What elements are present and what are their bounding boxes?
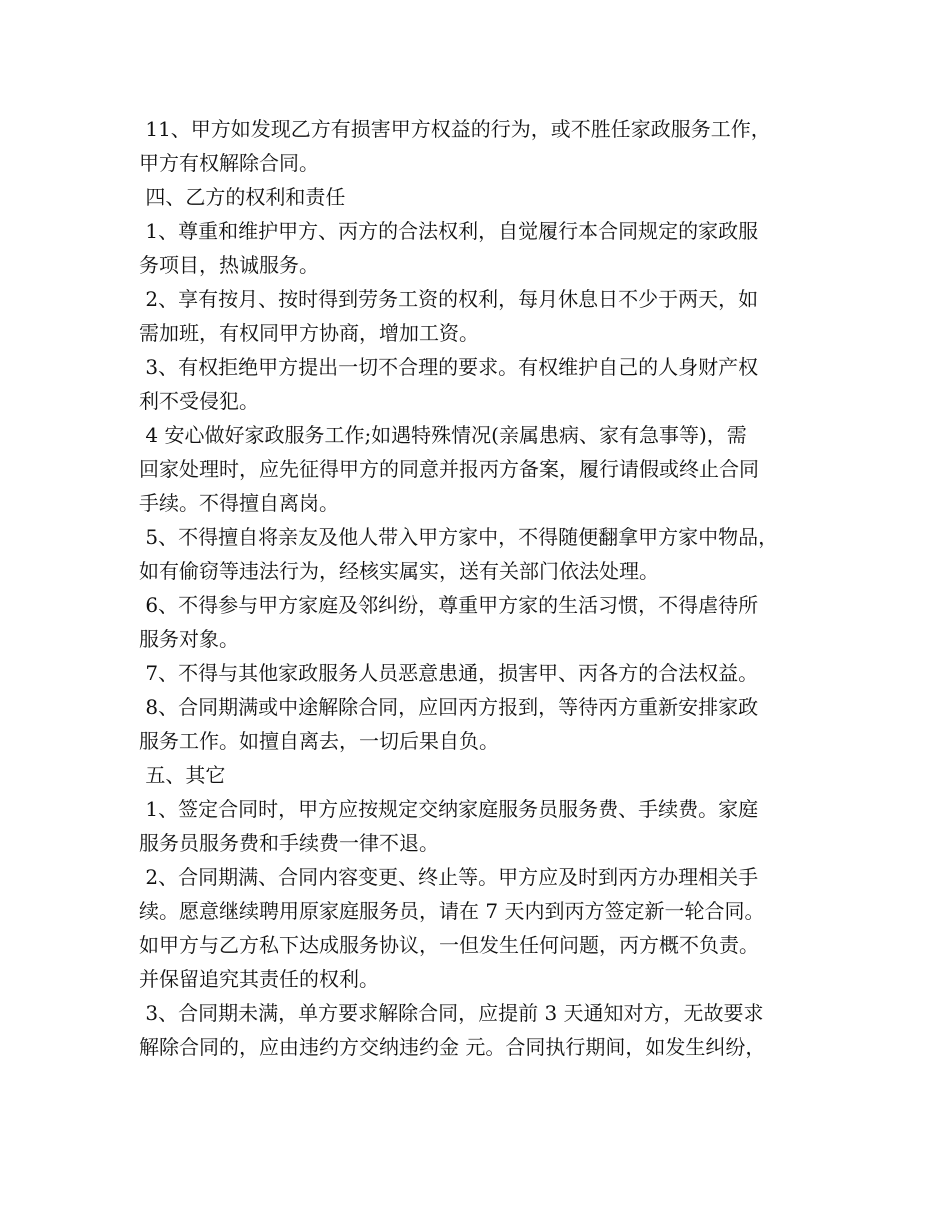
paragraph [139,588,829,656]
paragraph [139,214,829,282]
text-line: 7、不得与其他家政服务人员恶意患通，损害甲、丙各方的合法权益。 [139,661,759,685]
paragraph [139,520,829,588]
text-line: 手续。不得擅自离岗。 [139,491,339,515]
text-line: 服务对象。 [139,627,239,651]
text-line: 11、甲方如发现乙方有损害甲方权益的行为，或不胜任家政服务工作， [139,117,771,141]
paragraph [139,860,829,996]
text-line: 回家处理时，应先征得甲方的同意并报丙方备案，履行请假或终止合同 [139,457,759,481]
text-line: 2、享有按月、按时得到劳务工资的权利，每月休息日不少于两天，如 [139,287,759,311]
paragraph [139,282,829,350]
text-line: 四、乙方的权利和责任 [139,185,346,209]
text-line: 服务工作。如擅自离去，一切后果自负。 [139,729,499,753]
document-body [139,112,829,1064]
paragraph [139,656,829,690]
text-line: 解除合同的，应由违约方交纳违约金 元。合同执行期间，如发生纠纷， [139,1035,766,1059]
text-line: 1、签定合同时，甲方应按规定交纳家庭服务员服务费、手续费。家庭 [139,797,759,821]
text-line: 五、其它 [139,763,226,787]
text-line: 5、不得擅自将亲友及他人带入甲方家中，不得随便翻拿甲方家中物品， [139,525,779,549]
text-line: 利不受侵犯。 [139,389,259,413]
text-line: 需加班，有权同甲方协商，增加工资。 [139,321,479,345]
text-line: 4 安心做好家政服务工作;如遇特殊情况(亲属患病、家有急事等)，需 [139,423,747,447]
paragraph [139,350,829,418]
paragraph [139,758,829,792]
text-line: 8、合同期满或中途解除合同，应回丙方报到，等待丙方重新安排家政 [139,695,759,719]
paragraph [139,180,829,214]
text-line: 3、合同期未满，单方要求解除合同，应提前 3 天通知对方，无故要求 [139,1001,764,1025]
text-line: 6、不得参与甲方家庭及邻纠纷，尊重甲方家的生活习惯，不得虐待所 [139,593,759,617]
text-line: 服务员服务费和手续费一律不退。 [139,831,439,855]
text-line: 如甲方与乙方私下达成服务协议，一但发生任何问题，丙方概不负责。 [139,933,759,957]
text-line: 续。愿意继续聘用原家庭服务员，请在 7 天内到丙方签定新一轮合同。 [139,899,765,923]
text-line: 2、合同期满、合同内容变更、终止等。甲方应及时到丙方办理相关手 [139,865,759,889]
paragraph [139,112,829,180]
text-line: 如有偷窃等违法行为，经核实属实，送有关部门依法处理。 [139,559,659,583]
paragraph [139,792,829,860]
paragraph [139,690,829,758]
text-line: 务项目，热诚服务。 [139,253,319,277]
text-line: 3、有权拒绝甲方提出一切不合理的要求。有权维护自己的人身财产权 [139,355,759,379]
paragraph [139,996,829,1064]
text-line: 并保留追究其责任的权利。 [139,967,379,991]
text-line: 1、尊重和维护甲方、丙方的合法权利，自觉履行本合同规定的家政服 [139,219,759,243]
text-line: 甲方有权解除合同。 [139,151,319,175]
paragraph [139,418,829,520]
